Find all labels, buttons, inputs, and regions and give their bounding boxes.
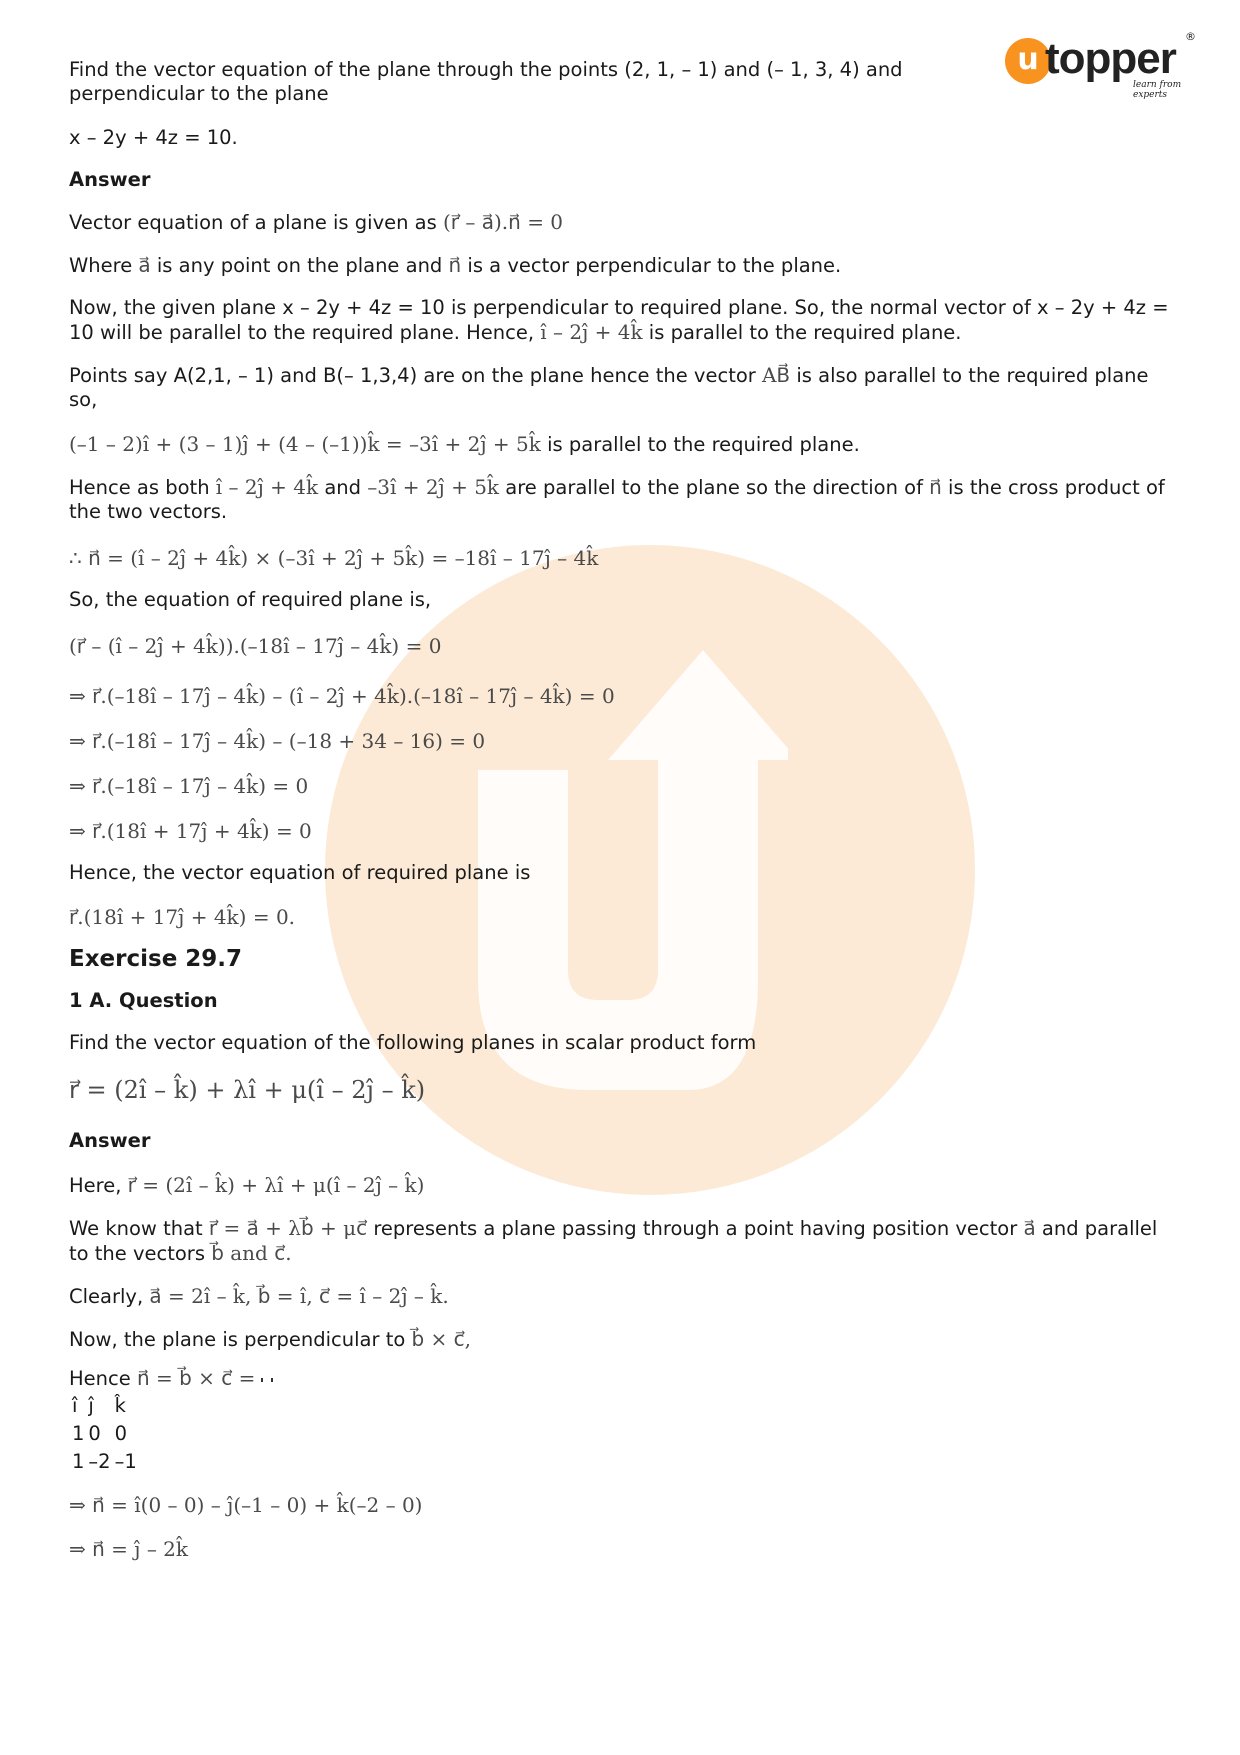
- logo-tagline: learn from experts: [1133, 80, 1182, 100]
- det-cell: 1: [72, 1422, 85, 1445]
- det-cell: 1: [72, 1450, 85, 1473]
- math-line: (–1 – 2)î + (3 – 1)ĵ + (4 – (–1))k̂ = –3î + 2ĵ + 5k̂ is parallel to the required plane.: [69, 432, 860, 456]
- question-text: Find the vector equation of the plane through the points (2, 1, – 1) and (– 1, 3, 4) and perpendicular to the plane: [69, 58, 903, 105]
- determinant-matrix: [261, 1378, 273, 1382]
- det-cell: ĵ: [88, 1394, 94, 1417]
- document-body: [69, 58, 1169, 1561]
- math-line: ∴ n⃗ = (î – 2ĵ + 4k̂) × (–3î + 2ĵ + 5k̂) = –18î – 17ĵ – 4k̂: [69, 546, 599, 570]
- math-line: ⇒ r⃗.(–18î – 17ĵ – 4k̂) – (î – 2ĵ + 4k̂).(–18î – 17ĵ – 4k̂) = 0: [69, 684, 615, 708]
- det-cell: –2: [88, 1450, 111, 1473]
- answer-paragraph: Hence as both î – 2ĵ + 4k̂ and –3î + 2ĵ + 5k̂ are parallel to the plane so the direction of n⃗ is the cross product of the two vectors.: [69, 475, 1165, 523]
- question-equation: x – 2y + 4z = 10.: [69, 126, 238, 149]
- det-cell: –1: [114, 1450, 137, 1473]
- answer-paragraph: Hence n⃗ = b⃗ × c⃗ =: [69, 1366, 1169, 1391]
- answer-heading: Answer: [69, 168, 151, 191]
- det-cell: î: [72, 1394, 78, 1417]
- math-line: (r⃗ – (î – 2ĵ + 4k̂)).(–18î – 17ĵ – 4k̂) = 0: [69, 634, 442, 658]
- math-line: ⇒ n⃗ = ĵ – 2k̂: [69, 1537, 189, 1561]
- logo-mark: u: [1005, 38, 1051, 84]
- answer-paragraph: Now, the given plane x – 2y + 4z = 10 is perpendicular to required plane. So, the normal vector of x – 2y + 4z = 10 will be parallel to the required plane. Hence, î – 2ĵ + 4k̂ is parallel to the required plane.: [69, 296, 1169, 344]
- answer-paragraph: Where a⃗ is any point on the plane and n⃗ is a vector perpendicular to the plane.: [69, 253, 842, 277]
- logo-wordmark: topper: [1045, 34, 1176, 83]
- exercise-heading: Exercise 29.7: [69, 946, 243, 972]
- answer-paragraph: Clearly, a⃗ = 2î – k̂, b⃗ = î, c⃗ = î – 2ĵ – k̂.: [69, 1284, 449, 1308]
- det-cell: 0: [114, 1422, 128, 1445]
- answer-paragraph: Vector equation of a plane is given as (r⃗ – a⃗).n⃗ = 0: [69, 210, 564, 234]
- question-text: Find the vector equation of the following planes in scalar product form: [69, 1031, 757, 1054]
- answer-heading: Answer: [69, 1129, 151, 1152]
- math-line: r⃗.(18î + 17ĵ + 4k̂) = 0.: [69, 905, 296, 929]
- answer-paragraph: We know that r⃗ = a⃗ + λb⃗ + μc⃗ represents a plane passing through a point having position vector a⃗ and parallel to the vectors b⃗ and c⃗.: [69, 1216, 1158, 1265]
- answer-paragraph: Hence, the vector equation of required plane is: [69, 861, 531, 884]
- math-line: ⇒ r⃗.(18î + 17ĵ + 4k̂) = 0: [69, 819, 312, 843]
- det-cell: k̂: [114, 1394, 126, 1417]
- question-equation: r⃗ = (2î – k̂) + λî + μ(î – 2ĵ – k̂): [69, 1076, 426, 1104]
- logo-registered: ®: [1185, 30, 1196, 43]
- math-line: ⇒ r⃗.(–18î – 17ĵ – 4k̂) = 0: [69, 774, 309, 798]
- topper-logo: [1005, 30, 1215, 100]
- answer-paragraph: Now, the plane is perpendicular to b⃗ × c⃗,: [69, 1327, 472, 1351]
- question-heading: 1 A. Question: [69, 989, 218, 1012]
- math-line: ⇒ r⃗.(–18î – 17ĵ – 4k̂) – (–18 + 34 – 16) = 0: [69, 729, 486, 753]
- math-line: ⇒ n⃗ = î(0 – 0) – ĵ(–1 – 0) + k̂(–2 – 0): [69, 1493, 423, 1517]
- det-cell: 0: [88, 1422, 101, 1445]
- answer-paragraph: Points say A(2,1, – 1) and B(– 1,3,4) are on the plane hence the vector AB⃗ is also parallel to the required plane so,: [69, 363, 1149, 411]
- answer-paragraph: So, the equation of required plane is,: [69, 588, 432, 611]
- answer-paragraph: Here, r⃗ = (2î – k̂) + λî + μ(î – 2ĵ – k̂): [69, 1173, 425, 1197]
